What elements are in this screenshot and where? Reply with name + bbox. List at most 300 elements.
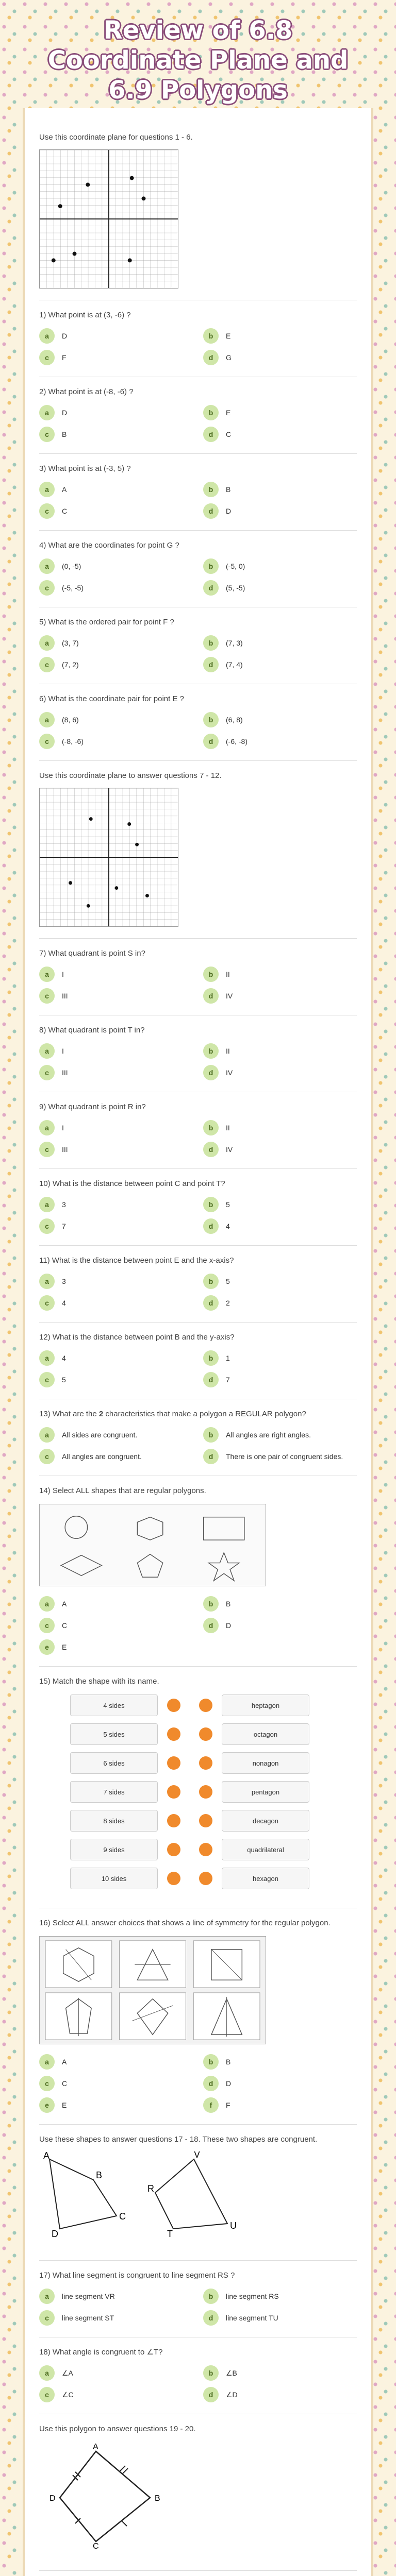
match-right-item[interactable]: quadrilateral xyxy=(222,1839,309,1860)
question-text: 5) What is the ordered pair for point F ? xyxy=(39,618,174,626)
option-d[interactable] xyxy=(203,1218,357,1234)
option-label: E xyxy=(62,1643,67,1651)
option-label: (7, 3) xyxy=(226,639,243,647)
option-label: IV xyxy=(226,992,233,1000)
match-right-item[interactable]: octagon xyxy=(222,1723,309,1745)
question-12 xyxy=(39,1323,357,1399)
option-d[interactable] xyxy=(203,1449,357,1464)
answer-options xyxy=(39,328,357,365)
option-d[interactable] xyxy=(203,580,357,596)
answer-options xyxy=(39,967,357,1004)
answer-options xyxy=(39,482,357,519)
option-b[interactable] xyxy=(203,558,357,574)
option-label: (-8, -6) xyxy=(62,737,84,745)
option-label: 7 xyxy=(62,1222,66,1230)
question-text: 11) What is the distance between point E and the x-axis? xyxy=(39,1256,234,1265)
option-label: IV xyxy=(226,1145,233,1154)
option-label: II xyxy=(226,1124,230,1132)
option-label: 4 xyxy=(62,1354,66,1362)
option-c[interactable] xyxy=(39,1618,193,1633)
option-letter-c: c xyxy=(39,1372,55,1387)
option-a[interactable] xyxy=(39,328,193,344)
match-right-item[interactable]: heptagon xyxy=(222,1694,309,1716)
option-letter-d: d xyxy=(203,427,219,442)
option-letter-a: a xyxy=(39,635,55,651)
option-letter-a: a xyxy=(39,2054,55,2070)
match-row xyxy=(70,1839,357,1860)
option-a[interactable] xyxy=(39,635,193,651)
option-d[interactable] xyxy=(203,503,357,519)
option-label: 5 xyxy=(226,1277,230,1285)
option-c[interactable] xyxy=(39,1142,193,1157)
question-text: 15) Match the shape with its name. xyxy=(39,1677,159,1686)
option-a[interactable] xyxy=(39,2054,193,2070)
question-text: 12) What is the distance between point B and the y-axis? xyxy=(39,1333,235,1342)
worksheet-card xyxy=(23,108,373,2576)
svg-text:B: B xyxy=(155,2494,160,2503)
svg-text:C: C xyxy=(93,2542,99,2549)
match-connector-dot[interactable] xyxy=(167,1756,180,1770)
answer-options xyxy=(39,1427,357,1464)
option-label: B xyxy=(226,2058,231,2066)
option-letter-a: a xyxy=(39,1274,55,1289)
option-a[interactable] xyxy=(39,482,193,497)
option-label: II xyxy=(226,970,230,978)
answer-options xyxy=(39,2289,357,2326)
option-a[interactable] xyxy=(39,1197,193,1212)
option-label: C xyxy=(226,430,232,438)
match-right-item[interactable]: decagon xyxy=(222,1810,309,1832)
option-d[interactable] xyxy=(203,734,357,749)
option-label: II xyxy=(226,1047,230,1055)
option-label: C xyxy=(62,507,68,515)
option-letter-b: b xyxy=(203,2289,219,2304)
option-b[interactable] xyxy=(203,1120,357,1136)
question-16 xyxy=(39,1908,357,2125)
option-letter-a: a xyxy=(39,2365,55,2381)
option-label: C xyxy=(62,2079,68,2088)
option-b[interactable] xyxy=(203,1043,357,1059)
answer-options xyxy=(39,2054,357,2113)
option-letter-a: a xyxy=(39,712,55,727)
info-text: Use these shapes to answer questions 17 - 18. These two shapes are congruent. xyxy=(39,2135,318,2144)
question-text-end: characteristics that make a polygon a REGULAR polygon? xyxy=(103,1410,306,1418)
option-label: 3 xyxy=(62,1200,66,1209)
option-letter-d: d xyxy=(203,1372,219,1387)
option-f[interactable] xyxy=(203,2097,357,2113)
option-label: (-5, 0) xyxy=(226,562,245,570)
question-5 xyxy=(39,607,357,684)
question-8 xyxy=(39,1015,357,1092)
option-c[interactable] xyxy=(39,1218,193,1234)
option-label: B xyxy=(226,485,231,494)
option-a[interactable] xyxy=(39,1427,193,1443)
option-a[interactable] xyxy=(39,1043,193,1059)
question-17 xyxy=(39,2261,357,2337)
option-c[interactable] xyxy=(39,734,193,749)
answer-options xyxy=(39,1596,357,1655)
match-connector-dot[interactable] xyxy=(167,1814,180,1827)
question-text-start: 13) What are the xyxy=(39,1410,99,1418)
match-row xyxy=(70,1810,357,1832)
option-letter-d: d xyxy=(203,503,219,519)
option-label: E xyxy=(62,2101,67,2109)
option-d[interactable] xyxy=(203,2387,357,2402)
option-label: A xyxy=(62,485,67,494)
option-d[interactable] xyxy=(203,427,357,442)
option-letter-c: c xyxy=(39,1618,55,1633)
option-letter-b: b xyxy=(203,482,219,497)
option-b[interactable] xyxy=(203,328,357,344)
option-d[interactable] xyxy=(203,988,357,1004)
option-b[interactable] xyxy=(203,482,357,497)
question-7 xyxy=(39,939,357,1015)
match-left-item[interactable]: 7 sides xyxy=(70,1781,158,1803)
match-right-item[interactable]: nonagon xyxy=(222,1752,309,1774)
option-label: I xyxy=(62,1047,64,1055)
option-d[interactable] xyxy=(203,2076,357,2091)
option-label: III xyxy=(62,1145,68,1154)
option-label: 5 xyxy=(62,1376,66,1384)
question-1 xyxy=(39,300,357,377)
option-a[interactable] xyxy=(39,967,193,982)
match-connector-dot[interactable] xyxy=(167,1843,180,1856)
option-label: (-5, -5) xyxy=(62,584,84,592)
option-letter-b: b xyxy=(203,635,219,651)
svg-text:R: R xyxy=(147,2183,154,2194)
option-c[interactable] xyxy=(39,2310,193,2326)
option-c[interactable] xyxy=(39,1065,193,1080)
option-b[interactable] xyxy=(203,405,357,420)
option-d[interactable] xyxy=(203,1618,357,1633)
option-letter-b: b xyxy=(203,1197,219,1212)
match-connector-dot[interactable] xyxy=(167,1727,180,1741)
option-b[interactable] xyxy=(203,1274,357,1289)
option-letter-d: d xyxy=(203,657,219,672)
svg-text:V: V xyxy=(194,2151,201,2160)
match-connector-dot[interactable] xyxy=(199,1872,212,1885)
answer-options xyxy=(39,635,357,672)
svg-text:T: T xyxy=(167,2229,173,2239)
option-letter-b: b xyxy=(203,2365,219,2381)
answer-options xyxy=(39,2365,357,2402)
svg-text:B: B xyxy=(96,2170,103,2180)
option-label: All sides are congruent. xyxy=(62,1431,138,1439)
option-label: line segment TU xyxy=(226,2314,278,2322)
svg-text:D: D xyxy=(50,2494,56,2503)
match-left-item[interactable]: 8 sides xyxy=(70,1810,158,1832)
option-label: C xyxy=(62,1621,68,1630)
answer-options xyxy=(39,1274,357,1311)
symmetry-shapes-image xyxy=(39,1936,266,2044)
option-letter-a: a xyxy=(39,1043,55,1059)
option-letter-d: d xyxy=(203,580,219,596)
question-text: 7) What quadrant is point S in? xyxy=(39,949,145,958)
option-letter-a: a xyxy=(39,2289,55,2304)
option-b[interactable] xyxy=(203,2365,357,2381)
option-c[interactable] xyxy=(39,580,193,596)
option-label: I xyxy=(62,1124,64,1132)
match-connector-dot[interactable] xyxy=(199,1727,212,1741)
option-label: D xyxy=(226,507,232,515)
option-label: D xyxy=(226,2079,232,2088)
svg-text:U: U xyxy=(230,2221,237,2231)
option-e[interactable] xyxy=(39,1639,193,1655)
question-text: 14) Select ALL shapes that are regular polygons. xyxy=(39,1486,206,1495)
question-6 xyxy=(39,684,357,761)
option-letter-b: b xyxy=(203,1350,219,1366)
info-text: Use this polygon to answer questions 19 - 20. xyxy=(39,2425,196,2433)
option-c[interactable] xyxy=(39,1372,193,1387)
option-letter-a: a xyxy=(39,328,55,344)
header xyxy=(0,0,396,106)
option-d[interactable] xyxy=(203,1372,357,1387)
option-c[interactable] xyxy=(39,657,193,672)
option-b[interactable] xyxy=(203,2289,357,2304)
option-d[interactable] xyxy=(203,657,357,672)
option-letter-b: b xyxy=(203,328,219,344)
option-label: All angles are congruent. xyxy=(62,1452,142,1461)
option-label: E xyxy=(226,332,231,340)
option-letter-d: d xyxy=(203,1449,219,1464)
option-label: I xyxy=(62,970,64,978)
match-left-item[interactable]: 4 sides xyxy=(70,1694,158,1716)
question-19 xyxy=(39,2571,357,2576)
option-letter-d: d xyxy=(203,2310,219,2326)
option-letter-c: c xyxy=(39,1449,55,1464)
match-right-item[interactable]: pentagon xyxy=(222,1781,309,1803)
answer-options xyxy=(39,1120,357,1157)
option-letter-d: d xyxy=(203,1065,219,1080)
match-row xyxy=(70,1781,357,1803)
option-d[interactable] xyxy=(203,2310,357,2326)
match-row xyxy=(70,1694,357,1716)
question-3 xyxy=(39,454,357,531)
option-a[interactable] xyxy=(39,2289,193,2304)
option-label: (6, 8) xyxy=(226,716,243,724)
option-letter-a: a xyxy=(39,967,55,982)
option-a[interactable] xyxy=(39,1274,193,1289)
question-text: 1) What point is at (3, -6) ? xyxy=(39,311,131,319)
option-d[interactable] xyxy=(203,1065,357,1080)
match-left-item[interactable]: 9 sides xyxy=(70,1839,158,1860)
info-block-4 xyxy=(39,2414,357,2571)
option-letter-c: c xyxy=(39,2076,55,2091)
rhombus-image xyxy=(39,2441,194,2549)
option-letter-e: e xyxy=(39,1639,55,1655)
question-text: 8) What quadrant is point T in? xyxy=(39,1026,145,1035)
option-b[interactable] xyxy=(203,1427,357,1443)
question-4 xyxy=(39,531,357,607)
option-label: (7, 2) xyxy=(62,660,79,669)
option-label: D xyxy=(62,409,68,417)
question-text-emphasis: 2 xyxy=(98,1410,104,1418)
option-label: (7, 4) xyxy=(226,660,243,669)
option-b[interactable] xyxy=(203,967,357,982)
option-c[interactable] xyxy=(39,2076,193,2091)
option-letter-d: d xyxy=(203,988,219,1004)
option-letter-a: a xyxy=(39,558,55,574)
question-18 xyxy=(39,2337,357,2414)
option-letter-a: a xyxy=(39,1197,55,1212)
option-label: (0, -5) xyxy=(62,562,81,570)
match-left-item[interactable]: 6 sides xyxy=(70,1752,158,1774)
option-label: G xyxy=(226,353,232,362)
option-letter-b: b xyxy=(203,558,219,574)
match-connector-dot[interactable] xyxy=(167,1785,180,1799)
option-label: B xyxy=(226,1600,231,1608)
option-label: ∠D xyxy=(226,2390,238,2399)
option-label: 2 xyxy=(226,1299,230,1307)
option-label: A xyxy=(62,1600,67,1608)
question-14 xyxy=(39,1476,357,1667)
match-connector-dot[interactable] xyxy=(199,1699,212,1712)
option-b[interactable] xyxy=(203,712,357,727)
option-c[interactable] xyxy=(39,1295,193,1311)
option-letter-c: c xyxy=(39,1218,55,1234)
match-connector-dot[interactable] xyxy=(167,1872,180,1885)
option-letter-a: a xyxy=(39,1427,55,1443)
option-b[interactable] xyxy=(203,1350,357,1366)
option-label: ∠B xyxy=(226,2368,237,2377)
option-letter-f: f xyxy=(203,2097,219,2113)
option-label: B xyxy=(62,430,67,438)
question-2 xyxy=(39,377,357,454)
option-label: (3, 7) xyxy=(62,639,79,647)
option-c[interactable] xyxy=(39,2387,193,2402)
option-letter-d: d xyxy=(203,2076,219,2091)
option-d[interactable] xyxy=(203,350,357,365)
option-label: D xyxy=(226,1621,232,1630)
option-label: All angles are right angles. xyxy=(226,1431,311,1439)
option-letter-b: b xyxy=(203,1596,219,1612)
svg-text:C: C xyxy=(119,2211,126,2222)
option-label: III xyxy=(62,992,68,1000)
option-label: IV xyxy=(226,1069,233,1077)
question-text: 6) What is the coordinate pair for point E ? xyxy=(39,694,184,703)
question-text: 17) What line segment is congruent to line segment RS ? xyxy=(39,2271,235,2280)
option-label: There is one pair of congruent sides. xyxy=(226,1452,343,1461)
question-text: 16) Select ALL answer choices that shows a line of symmetry for the regular polygon. xyxy=(39,1919,331,1927)
question-text: 10) What is the distance between point C and point T? xyxy=(39,1179,225,1188)
option-letter-b: b xyxy=(203,405,219,420)
page-title: Review of 6.8 Coordinate Plane and 6.9 Polygons xyxy=(47,16,349,105)
option-label: ∠C xyxy=(62,2390,74,2399)
option-label: F xyxy=(62,353,67,362)
option-label: D xyxy=(62,332,68,340)
option-e[interactable] xyxy=(39,2097,193,2113)
option-label: 4 xyxy=(62,1299,66,1307)
question-text xyxy=(39,1409,357,1420)
option-b[interactable] xyxy=(203,1197,357,1212)
answer-options xyxy=(39,558,357,596)
option-label: line segment ST xyxy=(62,2314,114,2322)
option-c[interactable] xyxy=(39,1449,193,1464)
option-letter-b: b xyxy=(203,967,219,982)
option-letter-c: c xyxy=(39,2387,55,2402)
option-letter-a: a xyxy=(39,405,55,420)
option-b[interactable] xyxy=(203,1596,357,1612)
option-c[interactable] xyxy=(39,427,193,442)
info-block-1 xyxy=(39,123,357,300)
svg-text:A: A xyxy=(93,2443,98,2451)
option-a[interactable] xyxy=(39,1120,193,1136)
option-letter-c: c xyxy=(39,1065,55,1080)
svg-text:D: D xyxy=(52,2229,58,2239)
option-a[interactable] xyxy=(39,1350,193,1366)
option-letter-c: c xyxy=(39,1295,55,1311)
option-c[interactable] xyxy=(39,988,193,1004)
option-a[interactable] xyxy=(39,2365,193,2381)
option-a[interactable] xyxy=(39,405,193,420)
option-letter-c: c xyxy=(39,427,55,442)
option-letter-c: c xyxy=(39,503,55,519)
option-label: III xyxy=(62,1069,68,1077)
option-a[interactable] xyxy=(39,712,193,727)
match-right-item[interactable]: hexagon xyxy=(222,1868,309,1889)
answer-options xyxy=(39,1350,357,1387)
question-text: 9) What quadrant is point R in? xyxy=(39,1103,146,1111)
option-d[interactable] xyxy=(203,1295,357,1311)
match-left-item[interactable]: 5 sides xyxy=(70,1723,158,1745)
match-connector-dot[interactable] xyxy=(199,1814,212,1827)
option-label: 4 xyxy=(226,1222,230,1230)
match-connector-dot[interactable] xyxy=(199,1785,212,1799)
question-text: 4) What are the coordinates for point G ? xyxy=(39,541,179,550)
option-letter-c: c xyxy=(39,580,55,596)
option-letter-b: b xyxy=(203,1120,219,1136)
coordinate-plane-image xyxy=(39,788,178,927)
match-left-item[interactable]: 10 sides xyxy=(70,1868,158,1889)
option-b[interactable] xyxy=(203,635,357,651)
option-c[interactable] xyxy=(39,503,193,519)
match-connector-dot[interactable] xyxy=(167,1699,180,1712)
answer-options xyxy=(39,1043,357,1080)
congruent-shapes-image xyxy=(39,2151,240,2239)
option-label: (8, 6) xyxy=(62,716,79,724)
option-letter-b: b xyxy=(203,712,219,727)
coordinate-plane-image xyxy=(39,149,178,289)
option-d[interactable] xyxy=(203,1142,357,1157)
question-11 xyxy=(39,1246,357,1323)
match-row xyxy=(70,1723,357,1745)
option-letter-c: c xyxy=(39,2310,55,2326)
option-letter-b: b xyxy=(203,2054,219,2070)
option-label: 3 xyxy=(62,1277,66,1285)
option-letter-b: b xyxy=(203,1043,219,1059)
option-label: line segment RS xyxy=(226,2292,279,2300)
option-label: line segment VR xyxy=(62,2292,115,2300)
option-b[interactable] xyxy=(203,2054,357,2070)
option-letter-c: c xyxy=(39,734,55,749)
match-connector-dot[interactable] xyxy=(199,1756,212,1770)
option-label: (5, -5) xyxy=(226,584,245,592)
option-a[interactable] xyxy=(39,1596,193,1612)
question-text: 2) What point is at (-8, -6) ? xyxy=(39,387,134,396)
svg-text:A: A xyxy=(43,2151,50,2161)
option-letter-d: d xyxy=(203,1218,219,1234)
question-text: 3) What point is at (-3, 5) ? xyxy=(39,464,131,473)
option-letter-c: c xyxy=(39,1142,55,1157)
option-a[interactable] xyxy=(39,558,193,574)
match-connector-dot[interactable] xyxy=(199,1843,212,1856)
info-text: Use this coordinate plane for questions 1 - 6. xyxy=(39,133,193,142)
option-letter-d: d xyxy=(203,734,219,749)
option-letter-d: d xyxy=(203,350,219,365)
option-c[interactable] xyxy=(39,350,193,365)
option-letter-a: a xyxy=(39,1350,55,1366)
question-9 xyxy=(39,1092,357,1169)
